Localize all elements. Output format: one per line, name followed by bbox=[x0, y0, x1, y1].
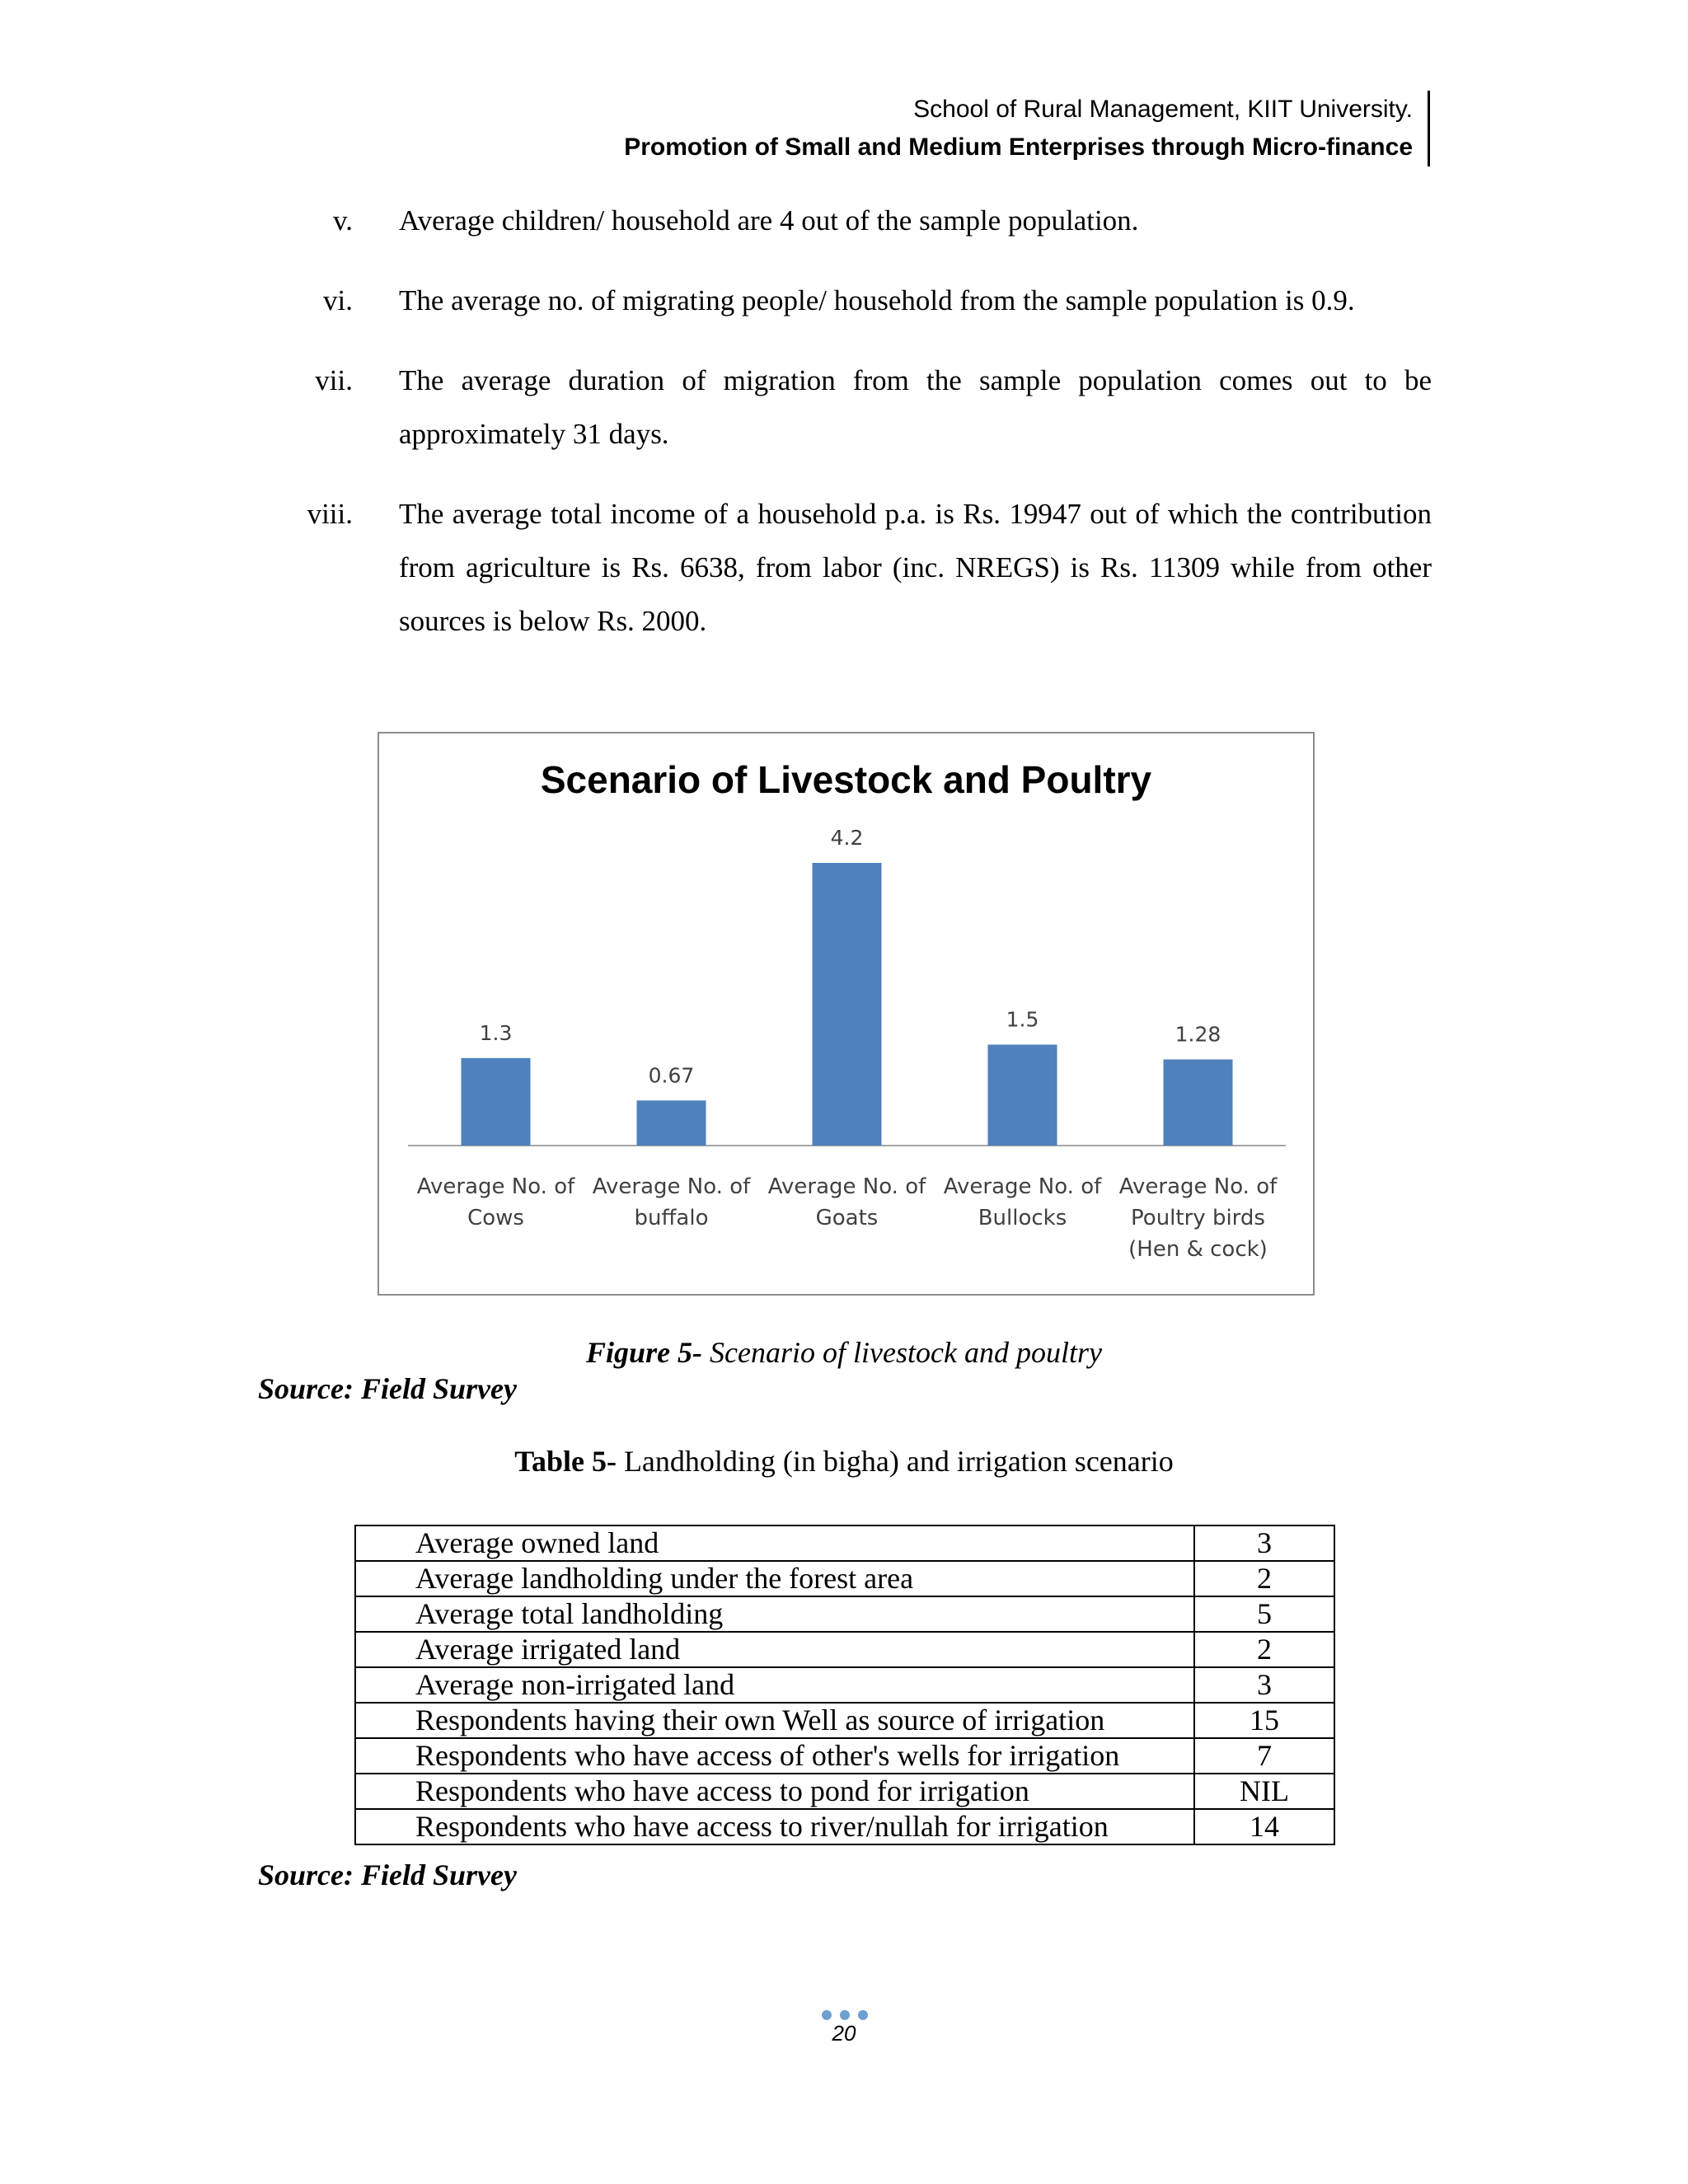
category-label: Poultry birds bbox=[1131, 1206, 1265, 1230]
table-row bbox=[355, 1561, 1334, 1596]
table-cell-label: Average owned land bbox=[355, 1526, 1194, 1561]
bar bbox=[1164, 1059, 1233, 1146]
list-item-text: Average children/ household are 4 out of the sample population. bbox=[399, 204, 1139, 237]
data-label: 1.28 bbox=[1175, 1022, 1221, 1047]
table-cell-value: 15 bbox=[1194, 1703, 1334, 1738]
category-label: Average No. of bbox=[943, 1174, 1102, 1199]
table-cell-label: Average landholding under the forest area bbox=[355, 1561, 1194, 1596]
dot-icon bbox=[822, 2010, 832, 2020]
table-cell-value: 14 bbox=[1194, 1809, 1334, 1844]
header-title: Promotion of Small and Medium Enterprises through Micro-finance bbox=[624, 134, 1413, 161]
list-item-number: vii. bbox=[315, 364, 353, 396]
list-item-text: The average total income of a household p.a. is Rs. 19947 out of which the contribution from agriculture is Rs. 6638, from labor (inc. NREGS) is Rs. 11309 while from other sources is below Rs. 2000. bbox=[399, 498, 1432, 637]
category-label: Average No. of bbox=[592, 1174, 751, 1199]
chart-svg bbox=[379, 733, 1313, 1294]
landholding-table bbox=[354, 1525, 1335, 1845]
list-item-number: viii. bbox=[307, 498, 353, 530]
table-cell-label: Respondents who have access to river/nullah for irrigation bbox=[355, 1809, 1194, 1844]
data-label: 1.3 bbox=[479, 1020, 513, 1045]
table-row bbox=[355, 1809, 1334, 1844]
table-row bbox=[355, 1738, 1334, 1774]
table-row bbox=[355, 1596, 1334, 1632]
table-caption bbox=[0, 1444, 1688, 1479]
figure-source: Source: Field Survey bbox=[258, 1372, 517, 1405]
category-label: (Hen & cock) bbox=[1128, 1237, 1268, 1262]
page-number: 20 bbox=[832, 2021, 856, 2046]
table-caption-label: Table 5- bbox=[514, 1445, 617, 1478]
category-label: Average No. of bbox=[416, 1174, 575, 1199]
category-label: buffalo bbox=[634, 1206, 709, 1230]
chart-title: Scenario of Livestock and Poultry bbox=[540, 758, 1152, 801]
category-label: Average No. of bbox=[1118, 1174, 1278, 1199]
table-row bbox=[355, 1703, 1334, 1738]
list-item-number: vi. bbox=[323, 284, 353, 316]
figure-caption-label: Figure 5- bbox=[586, 1336, 703, 1369]
table-cell-label: Average total landholding bbox=[355, 1596, 1194, 1632]
table-cell-label: Respondents having their own Well as source of irrigation bbox=[355, 1703, 1194, 1738]
table-cell-value: 2 bbox=[1194, 1632, 1334, 1667]
page-header bbox=[624, 91, 1430, 166]
table-row bbox=[355, 1632, 1334, 1667]
table-cell-value: 3 bbox=[1194, 1667, 1334, 1703]
data-label: 4.2 bbox=[830, 826, 864, 850]
bar bbox=[988, 1045, 1057, 1146]
bar bbox=[637, 1100, 706, 1146]
table-cell-label: Average irrigated land bbox=[355, 1632, 1194, 1667]
dot-icon bbox=[840, 2010, 850, 2020]
table-cell-value: 3 bbox=[1194, 1526, 1334, 1561]
table-cell-label: Respondents who have access to pond for irrigation bbox=[355, 1774, 1194, 1809]
header-institution: School of Rural Management, KIIT University. bbox=[913, 96, 1413, 123]
table-cell-label: Average non-irrigated land bbox=[355, 1667, 1194, 1703]
table-row bbox=[355, 1667, 1334, 1703]
list-item bbox=[247, 274, 1432, 327]
data-label: 1.5 bbox=[1006, 1007, 1039, 1032]
bar bbox=[813, 863, 882, 1146]
list-item bbox=[247, 194, 1432, 247]
list-item-text: The average duration of migration from the sample population comes out to be approximately 31 days. bbox=[399, 364, 1432, 450]
data-label: 0.67 bbox=[648, 1063, 695, 1088]
category-label: Cows bbox=[467, 1206, 524, 1230]
findings-list bbox=[247, 194, 1432, 674]
figure-caption bbox=[0, 1335, 1688, 1370]
category-label: Average No. of bbox=[767, 1174, 926, 1199]
list-item bbox=[247, 354, 1432, 461]
bar bbox=[462, 1058, 531, 1146]
table-caption-text: Landholding (in bigha) and irrigation scenario bbox=[616, 1445, 1174, 1478]
livestock-chart bbox=[377, 732, 1315, 1296]
category-label: Bullocks bbox=[978, 1206, 1067, 1230]
table-row bbox=[355, 1774, 1334, 1809]
table-cell-value: NIL bbox=[1194, 1774, 1334, 1809]
table-cell-value: 2 bbox=[1194, 1561, 1334, 1596]
list-item bbox=[247, 487, 1432, 648]
table-source: Source: Field Survey bbox=[258, 1858, 517, 1891]
table-cell-label: Respondents who have access of other's wells for irrigation bbox=[355, 1738, 1194, 1774]
figure-caption-text: Scenario of livestock and poultry bbox=[702, 1336, 1102, 1369]
list-item-text: The average no. of migrating people/ household from the sample population is 0.9. bbox=[399, 284, 1355, 316]
dot-icon bbox=[858, 2010, 868, 2020]
category-label: Goats bbox=[815, 1206, 879, 1230]
table-cell-value: 5 bbox=[1194, 1596, 1334, 1632]
table-row bbox=[355, 1526, 1334, 1561]
list-item-number: v. bbox=[333, 204, 353, 237]
table-cell-value: 7 bbox=[1194, 1738, 1334, 1774]
